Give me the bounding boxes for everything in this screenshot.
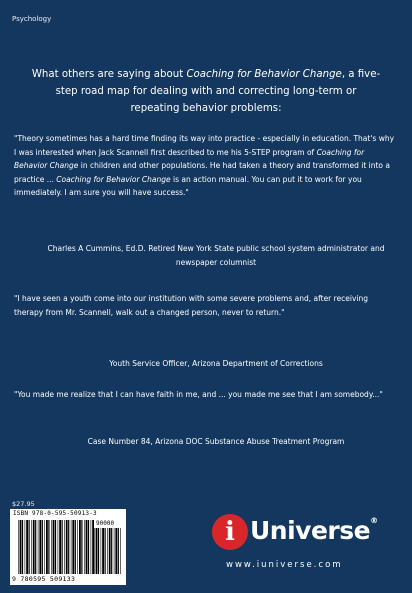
barcode-bar bbox=[20, 520, 22, 574]
barcode-bar bbox=[120, 528, 121, 574]
publisher-name bbox=[250, 516, 378, 545]
barcode-bar bbox=[102, 528, 104, 574]
praise-heading bbox=[30, 66, 382, 117]
isbn-text: ISBN 978-0-595-50913-3 bbox=[13, 510, 97, 517]
barcode-bars bbox=[18, 520, 94, 574]
publisher-logo bbox=[212, 512, 392, 556]
quote-1-attribution: Charles A Cummins, Ed.D. Retired New York State public school system administrator and newspaper columnist bbox=[47, 244, 385, 267]
barcode-bar bbox=[72, 520, 74, 574]
barcode-bar bbox=[115, 528, 117, 574]
barcode-bar bbox=[51, 520, 52, 574]
barcode-bar bbox=[55, 520, 56, 574]
barcode-bar bbox=[79, 520, 81, 574]
barcode-bar bbox=[59, 520, 61, 574]
barcode-bar bbox=[33, 520, 35, 574]
barcode-bar bbox=[96, 528, 98, 574]
barcode-bar bbox=[53, 520, 55, 574]
barcode-bar bbox=[107, 528, 108, 574]
barcode-bar bbox=[114, 528, 115, 574]
quote-1-part-2: in children and other populations. He had taken a theory and transformed it into a practice ... bbox=[14, 161, 390, 184]
category-label: Psychology bbox=[12, 15, 52, 23]
barcode-bar bbox=[18, 520, 19, 574]
barcode-bar bbox=[62, 520, 63, 574]
quote-1-book-title-2: Coaching for Behavior Change bbox=[56, 174, 171, 184]
barcode-bar bbox=[26, 520, 28, 574]
publisher-logo-letter: i bbox=[225, 517, 235, 547]
barcode-bar bbox=[109, 528, 111, 574]
quote-1-book-title-1: Coaching for Behavior Change bbox=[14, 147, 365, 170]
barcode-ext-bars bbox=[94, 528, 122, 574]
barcode-bar bbox=[94, 528, 95, 574]
barcode-bar bbox=[68, 520, 69, 574]
quote-1 bbox=[14, 132, 398, 200]
quote-2: "I have seen a youth come into our institution with some severe problems and, after receiving therapy from Mr. Scannell, walk out a changed person, never to return." bbox=[14, 294, 369, 317]
heading-post: , a five-step road map for dealing with and correcting long-term or repeating behavior problems: bbox=[55, 69, 381, 114]
barcode-bar bbox=[35, 520, 36, 574]
barcode-bar bbox=[58, 520, 59, 574]
quote-2-attribution: Youth Service Officer, Arizona Department of Corrections bbox=[109, 359, 323, 368]
quote-1-part-1: "Theory sometimes has a hard time finding its way into practice - especially in education. That's why I was interested when Jack Scannell first described to me his 5-STEP program of bbox=[14, 134, 395, 157]
publisher-name-text: Universe bbox=[250, 516, 371, 545]
barcode-bar bbox=[101, 528, 102, 574]
barcode-bar bbox=[22, 520, 23, 574]
barcode-bar bbox=[77, 520, 78, 574]
publisher-url: www.iuniverse.com bbox=[226, 560, 343, 570]
barcode-bar bbox=[111, 528, 112, 574]
quote-3: "You made me realize that I can have faith in me, and ... you made me see that I am somebody..." bbox=[14, 390, 383, 399]
barcode-bar bbox=[31, 520, 32, 574]
barcode-bar bbox=[86, 520, 88, 574]
registered-mark: ® bbox=[370, 516, 378, 525]
barcode-bar bbox=[38, 520, 39, 574]
barcode-bar bbox=[71, 520, 72, 574]
barcode-bar bbox=[98, 528, 99, 574]
price-label: $27.95 bbox=[12, 500, 35, 508]
barcode-bar bbox=[44, 520, 45, 574]
barcode-bar bbox=[42, 520, 43, 574]
barcode-bar bbox=[84, 520, 85, 574]
barcode-bar bbox=[105, 528, 106, 574]
quote-3-attribution: Case Number 84, Arizona DOC Substance Abuse Treatment Program bbox=[87, 437, 345, 446]
barcode-bar bbox=[29, 520, 30, 574]
quote-1-part-3: is an action manual. You can put it to work for you immediately. I am sure you will have success." bbox=[14, 174, 362, 197]
barcode-bar bbox=[64, 520, 65, 574]
barcode-bar bbox=[75, 520, 76, 574]
barcode-bar bbox=[25, 520, 26, 574]
barcode-bar bbox=[48, 520, 49, 574]
barcode-bar bbox=[46, 520, 48, 574]
barcode-bar bbox=[118, 528, 119, 574]
barcode-digits: 9 780595 509133 bbox=[12, 575, 76, 583]
barcode-bar bbox=[81, 520, 82, 574]
isbn-barcode bbox=[10, 509, 126, 585]
heading-book-title: Coaching for Behavior Change bbox=[186, 69, 342, 80]
barcode-ext-digits: 90000 bbox=[96, 520, 115, 527]
heading-pre: What others are saying about bbox=[31, 69, 187, 80]
barcode-bar bbox=[91, 520, 92, 574]
barcode-bar bbox=[39, 520, 41, 574]
barcode-bar bbox=[88, 520, 89, 574]
barcode-bar bbox=[66, 520, 68, 574]
